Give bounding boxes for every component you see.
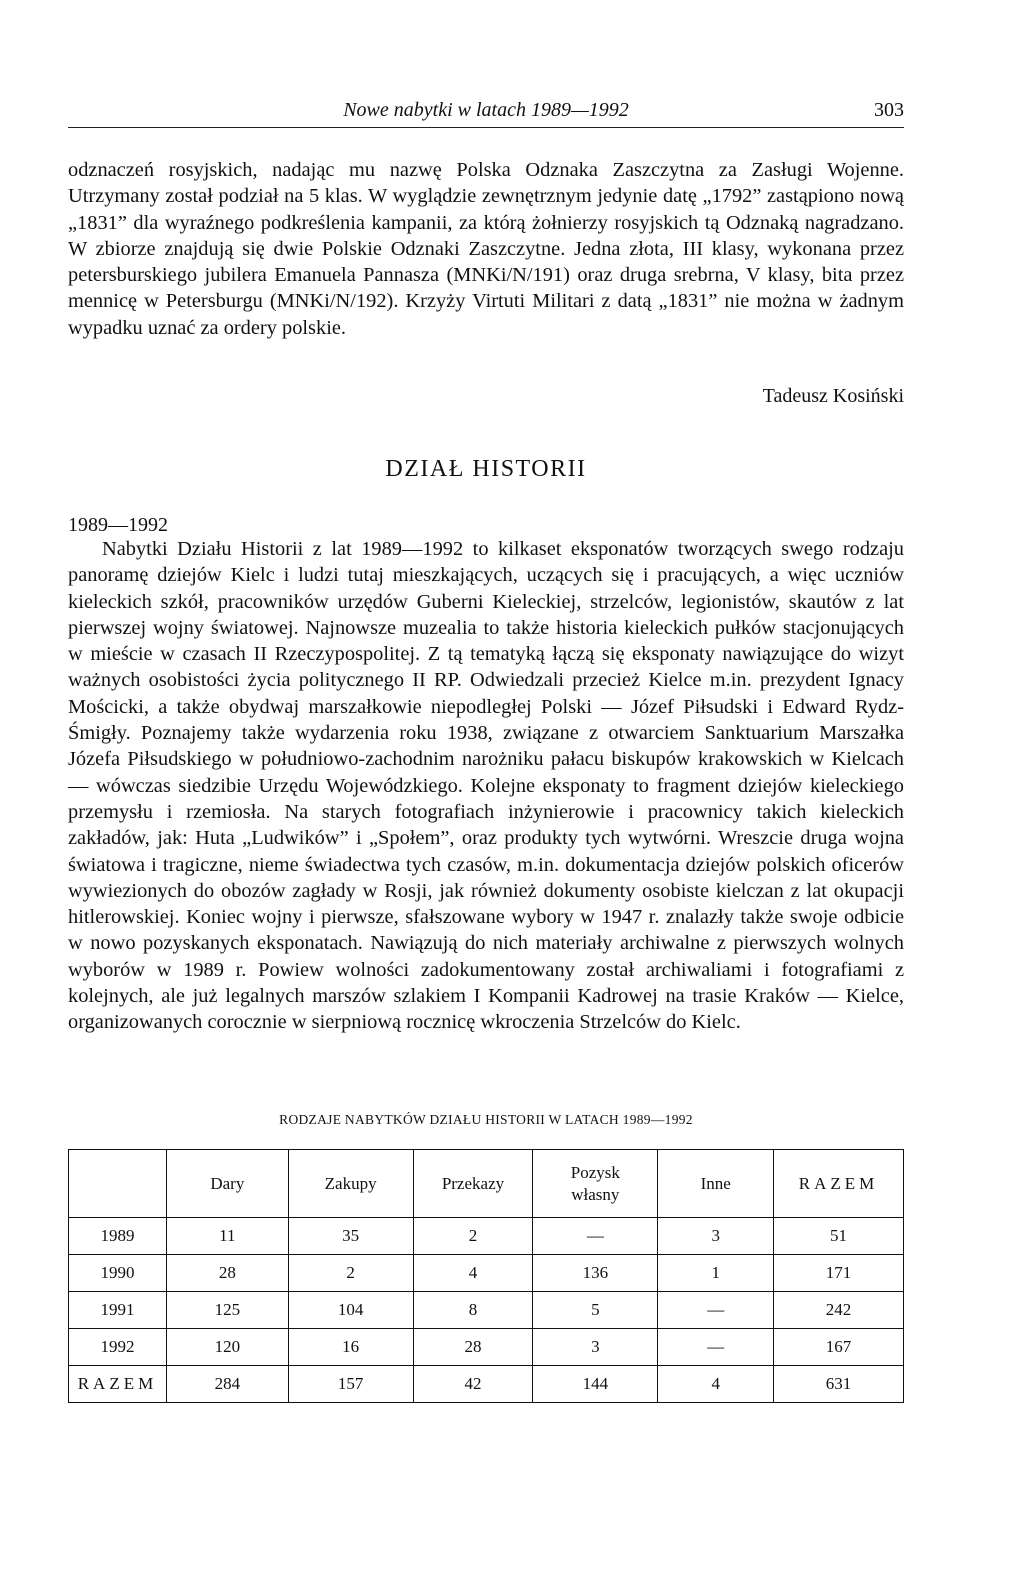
table-header-cell <box>533 1150 658 1218</box>
table-cell: 104 <box>288 1292 413 1329</box>
table-row <box>69 1329 904 1366</box>
table-cell: 1991 <box>69 1292 167 1329</box>
table-cell: 3 <box>533 1329 658 1366</box>
table-row <box>69 1255 904 1292</box>
table-cell: 167 <box>774 1329 904 1366</box>
table-cell: RAZEM <box>69 1366 167 1403</box>
table-header-cell-text: Pozysk własny <box>570 1162 620 1204</box>
table-cell: 51 <box>774 1218 904 1255</box>
table-cell: 28 <box>413 1329 533 1366</box>
paragraph-continued: odznaczeń rosyjskich, nadając mu nazwę Polska Odznaka Zaszczytna za Zasługi Wojenne. Utrzymany został podział na 5 klas. W wyglądzie zewnętrznym jedynie datę „1792” zastąpiono nową „1831” dla wyraźnego podkreślenia kampanii, za którą żołnierzy rosyjskich tą Odznaką nagradzano. W zbiorze znajdują się dwie Polskie Odznaki Zaszczytne. Jedna złota, III klasy, wykonana przez petersburskiego jubilera Emanuela Pannasza (MNKi/N/191) oraz druga srebrna, V klasy, bita przez mennicę w Petersburgu (MNKi/N/192). Krzyży Virtuti Militari z datą „1831” nie można w żadnym wypadku uznać za ordery polskie. <box>68 159 904 339</box>
table-cell: 28 <box>166 1255 288 1292</box>
table-cell: 8 <box>413 1292 533 1329</box>
table-cell: 284 <box>166 1366 288 1403</box>
table-header-cell: RAZEM <box>774 1150 904 1218</box>
table-cell: 4 <box>413 1255 533 1292</box>
header-title: Nowe nabytki w latach 1989—1992 <box>343 99 629 121</box>
table-cell: 1989 <box>69 1218 167 1255</box>
table-cell: 120 <box>166 1329 288 1366</box>
table-cell: — <box>658 1329 774 1366</box>
table-cell: 1990 <box>69 1255 167 1292</box>
table-cell: 242 <box>774 1292 904 1329</box>
table-cell: 42 <box>413 1366 533 1403</box>
table-cell: 631 <box>774 1366 904 1403</box>
table-cell: 4 <box>658 1366 774 1403</box>
table-cell: 3 <box>658 1218 774 1255</box>
table-cell: 1992 <box>69 1329 167 1366</box>
table-header-cell: Inne <box>658 1150 774 1218</box>
section-heading: DZIAŁ HISTORII <box>385 456 587 482</box>
table-cell: — <box>533 1218 658 1255</box>
table-cell: 157 <box>288 1366 413 1403</box>
table-cell: 2 <box>413 1218 533 1255</box>
table-cell: 2 <box>288 1255 413 1292</box>
table-cell: 171 <box>774 1255 904 1292</box>
table-caption: RODZAJE NABYTKÓW DZIAŁU HISTORII W LATACH 1989—1992 <box>279 1112 693 1127</box>
table-cell: 11 <box>166 1218 288 1255</box>
paragraph-main: Nabytki Działu Historii z lat 1989—1992 to kilkaset eksponatów tworzących swego rodzaju panoramę dziejów Kielc i ludzi tutaj mieszkających, uczących się i pracujących, a więc uczniów kieleckich szkół, pracowników urzędów Guberni Kieleckiej, strzelców, legionistów, skautów z lat pierwszej wojny światowej. Najnowsze muzealia to także historia kieleckich pułków stacjonujących w mieście w czasach II Rzeczypospolitej. Z tą tematyką łączą się eksponaty nawiązujące do wizyt ważnych osobistości życia politycznego II RP. Odwiedzali przecież Kielce m.in. prezydent Ignacy Mościcki, a także obydwaj marszałkowie niepodległej Polski — Józef Piłsudski i Edward Rydz-Śmigły. Poznajemy także wydarzenia roku 1938, związane z otwarciem Sanktuarium Marszałka Józefa Piłsudskiego w południowo-zachodnim narożniku pałacu biskupów krakowskich w Kielcach — wówczas siedzibie Urzędu Wojewódzkiego. Kolejne eksponaty to fragment dziejów kieleckiego przemysłu i rzemiosła. Na starych fotografiach inżynierowie i pracownicy takich kieleckich zakładów, jak: Huta „Ludwików” i „Społem”, oraz produkty tych wytwórni. Wreszcie druga wojna światowa i tragiczne, nieme świadectwa tych czasów, m.in. dokumentacja dziejów polskich oficerów wywiezionych do obozów zagłady w Rosji, jak również dokumenty osobiste kielczan z lat okupacji hitlerowskiej. Koniec wojny i pierwsze, sfałszowane wybory w 1947 r. znalazły także swoje odbicie w nowo pozyskanych eksponatach. Nawiązują do nich materiały archiwalne z pierwszych wolnych wyborów w 1989 r. Powiew wolności zadokumentowany został archiwaliami i fotografiami z kolejnych, ale już legalnych marszów szlakiem I Kompanii Kadrowej na trasie Kraków — Kielce, organizowanych corocznie w sierpniową rocznicę wkroczenia Strzelców do Kielc. <box>68 538 904 1034</box>
table-header-cell: Przekazy <box>413 1150 533 1218</box>
running-header <box>68 97 904 125</box>
table-cell: 1 <box>658 1255 774 1292</box>
table-total-row <box>69 1366 904 1403</box>
author-signature: Tadeusz Kosiński <box>762 385 904 407</box>
table-header-cell: Dary <box>166 1150 288 1218</box>
table-cell: 5 <box>533 1292 658 1329</box>
table-cell: 125 <box>166 1292 288 1329</box>
table-row <box>69 1218 904 1255</box>
document-page <box>68 0 904 1579</box>
header-rule <box>68 127 904 128</box>
section-subheading: 1989—1992 <box>68 514 168 536</box>
table-header-cell: Zakupy <box>288 1150 413 1218</box>
table-cell: 35 <box>288 1218 413 1255</box>
table-cell: 16 <box>288 1329 413 1366</box>
table-row <box>69 1292 904 1329</box>
table-cell: — <box>658 1292 774 1329</box>
table-header-row <box>69 1150 904 1218</box>
page-number: 303 <box>874 99 904 121</box>
table-cell: 144 <box>533 1366 658 1403</box>
table-header-cell <box>69 1150 167 1218</box>
table-cell: 136 <box>533 1255 658 1292</box>
acquisitions-table <box>68 1149 904 1403</box>
